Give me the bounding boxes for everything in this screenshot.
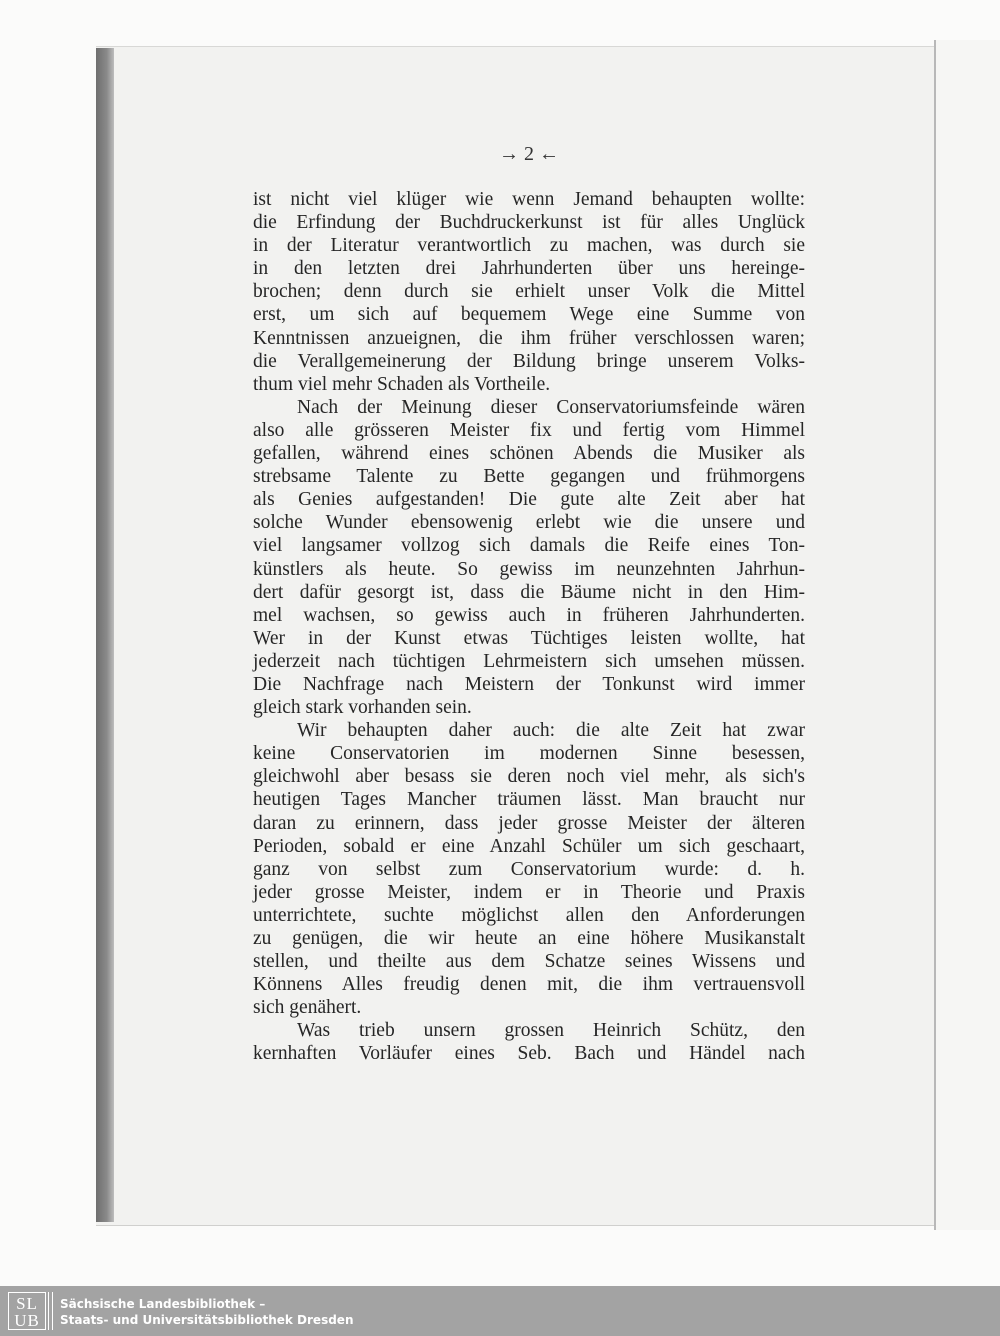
text-line: Wer in der Kunst etwas Tüchtiges leisten wollte, hat (253, 627, 805, 649)
adjacent-page-edge (934, 40, 1000, 1230)
text-line: Kenntnissen anzueignen, die ihm früher verschlossen waren; (253, 327, 805, 349)
logo-divider (48, 1292, 53, 1330)
text-line: dert dafür gesorgt ist, dass die Bäume nicht in den Him- (253, 581, 805, 603)
text-line: zu genügen, die wir heute an eine höhere Musikanstalt (253, 928, 805, 949)
text-line: jederzeit nach tüchtigen Lehrmeistern sich umsehen müssen. (253, 650, 805, 672)
text-line: jeder grosse Meister, indem er in Theorie und Praxis (253, 881, 805, 903)
text-line: erst, um sich auf bequemem Wege eine Summe von (253, 304, 805, 326)
text-line: gleich stark vorhanden sein. (253, 697, 472, 719)
slub-logo: SL UB (8, 1292, 46, 1330)
text-line: heutigen Tages Mancher träumen lässt. Man braucht nur (253, 789, 805, 811)
text-line: Perioden, sobald er eine Anzahl Schüler um sich geschaart, (253, 835, 805, 857)
text-line: die Erfindung der Buchdruckerkunst ist für alles Unglück (253, 212, 805, 234)
text-line: thum viel mehr Schaden als Vortheile. (253, 373, 551, 395)
text-line: Nach der Meinung dieser Conservatoriumsfeinde wären (297, 396, 805, 418)
text-line: strebsame Talente zu Bette gegangen und frühmorgens (253, 466, 805, 488)
page-number: → 2 ← (499, 143, 559, 165)
text-line: Was trieb unsern grossen Heinrich Schütz, den (297, 1020, 805, 1042)
text-line: ist nicht viel klüger wie wenn Jemand behaupten wollte: (253, 189, 805, 210)
text-line: unterrichtete, suchte möglichst allen den Anforderungen (253, 904, 805, 926)
text-line: sich genähert. (253, 997, 362, 1019)
library-name-line2: Staats- und Universitätsbibliothek Dresden (60, 1313, 354, 1327)
text-line: keine Conservatorien im modernen Sinne besessen, (253, 743, 805, 765)
text-line: in den letzten drei Jahrhunderten über uns hereinge- (253, 258, 805, 280)
text-line: künstlers als heute. So gewiss im neunzehnten Jahrhun- (253, 558, 805, 580)
text-line: Die Nachfrage nach Meistern der Tonkunst wird immer (253, 673, 805, 695)
text-line: gleichwohl aber besass sie deren noch viel mehr, als sich's (253, 766, 805, 788)
text-line: brochen; denn durch sie erhielt unser Volk die Mittel (253, 281, 805, 303)
text-line: in der Literatur verantwortlich zu machen, was durch sie (253, 235, 805, 257)
body-text (253, 188, 805, 1066)
text-line: Wir behaupten daher auch: die alte Zeit hat zwar (297, 720, 805, 742)
text-line: viel langsamer vollzog sich damals die Reife eines Ton- (253, 535, 805, 557)
text-line: gefallen, während eines schönen Abends die Musiker als (253, 443, 805, 465)
text-line: kernhaften Vorläufer eines Seb. Bach und Händel nach (253, 1043, 805, 1065)
text-line: also alle grösseren Meister fix und fertig vom Himmel (253, 419, 805, 441)
text-line: stellen, und theilte aus dem Schatze seines Wissens und (253, 951, 805, 973)
book-spine-edge (96, 48, 114, 1222)
text-line: Könnens Alles freudig denen mit, die ihm vertrauensvoll (253, 974, 805, 996)
text-line: solche Wunder ebensowenig erlebt wie die unsere und (253, 512, 805, 534)
text-line: daran zu erinnern, dass jeder grosse Meister der älteren (253, 812, 805, 834)
library-footer (0, 1286, 1000, 1336)
text-line: ganz von selbst zum Conservatorium wurde: d. h. (253, 858, 805, 880)
text-line: als Genies aufgestanden! Die gute alte Zeit aber hat (253, 489, 805, 511)
text-line: mel wachsen, so gewiss auch in früheren Jahrhunderten. (253, 604, 805, 626)
text-line: die Verallgemeinerung der Bildung bringe unserem Volks- (253, 350, 805, 372)
library-name-line1: Sächsische Landesbibliothek – (60, 1297, 266, 1311)
